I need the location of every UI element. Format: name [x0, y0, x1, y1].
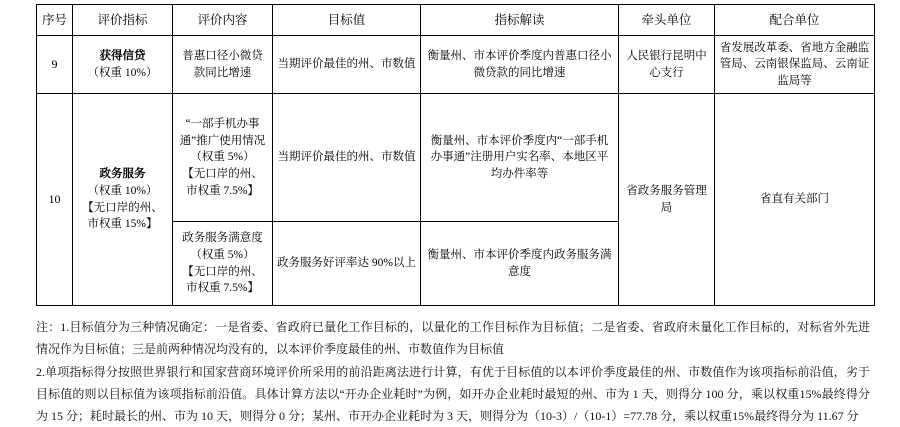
cell-target-9: 当期评价最佳的州、市数值: [273, 36, 421, 94]
cell-explanation-10-2: 衡量州、市本评价季度内政务服务满意度: [421, 222, 619, 306]
header-target: 目标值: [273, 5, 421, 36]
table-row: [37, 36, 875, 94]
cell-content-10-1: [173, 94, 273, 222]
cell-lead-9: 人民银行昆明中心支行: [619, 36, 715, 94]
header-content: 评价内容: [173, 5, 273, 36]
indicator-name: 获得信贷: [77, 48, 168, 65]
cell-target-10-1: 当期评价最佳的州、市数值: [273, 94, 421, 222]
cell-coop-9: 省发展改革委、省地方金融监管局、云南银保监局、云南证监局等: [715, 36, 875, 94]
indicator-weight: （权重 10%）: [77, 65, 168, 82]
indicator-name: 政务服务: [77, 166, 168, 183]
content-line-2: （权重 5%）: [177, 149, 268, 166]
table-notes: [36, 316, 870, 427]
evaluation-index-table: [36, 4, 875, 306]
header-seq: 序号: [37, 5, 73, 36]
cell-content-9: 普惠口径小微贷款同比增速: [173, 36, 273, 94]
cell-seq-10: 10: [37, 94, 73, 306]
cell-coop-10: 省直有关部门: [715, 94, 875, 306]
content-line-2: （权重 5%）: [177, 247, 268, 264]
content-line-1: “一部手机办事通”推广使用情况: [177, 116, 268, 149]
table-header-row: [37, 5, 875, 36]
cell-explanation-10-1: 衡量州、市本评价季度内“一部手机办事通”注册用户实名率、本地区平均办件率等: [421, 94, 619, 222]
cell-lead-10: 省政务服务管理局: [619, 94, 715, 306]
header-lead-unit: 牵头单位: [619, 5, 715, 36]
content-line-3: 【无口岸的州、市权重 7.5%】: [177, 166, 268, 199]
header-coop-unit: 配合单位: [715, 5, 875, 36]
content-line-3: 【无口岸的州、市权重 7.5%】: [177, 264, 268, 297]
cell-target-10-2: 政务服务好评率达 90%以上: [273, 222, 421, 306]
indicator-note: 【无口岸的州、市权重 15%】: [77, 200, 168, 233]
note-1: 注：1.目标值分为三种情况确定：一是省委、省政府已量化工作目标的，以量化的工作目标作为目标值；二是省委、省政府未量化工作目标的，对标省外先进情况作为目标值；三是前两种情况均没有的，以本评价季度最佳的州、市数值作为目标值: [36, 316, 870, 360]
header-explanation: 指标解读: [421, 5, 619, 36]
header-indicator: 评价指标: [73, 5, 173, 36]
content-line-1: 政务服务满意度: [177, 230, 268, 247]
note-2: 2.单项指标得分按照世界银行和国家营商环境评价所采用的前沿距离法进行计算，有优于目标值的以本评价季度最佳的州、市数值作为该项指标前沿值，劣于目标值的则以目标值为该项指标前沿值。具体计算方法以“开办企业耗时”为例，如开办企业耗时最短的州、市为 1 天，则得分 100 分，乘以权重15%最终得分为 15 分；耗时最长的州、市为 10 天，则得分 0 分；某州、市开办企业耗时为 3 天，则得分为（10-3）/（10-1）=77.78 分，乘以权重15%最终得分为 11.67 分: [36, 361, 870, 427]
cell-content-10-2: [173, 222, 273, 306]
indicator-weight: （权重 10%）: [77, 183, 168, 200]
table-row: [37, 94, 875, 222]
cell-seq-9: 9: [37, 36, 73, 94]
cell-indicator-9: [73, 36, 173, 94]
cell-indicator-10: [73, 94, 173, 306]
cell-explanation-9: 衡量州、市本评价季度内普惠口径小微贷款的同比增速: [421, 36, 619, 94]
